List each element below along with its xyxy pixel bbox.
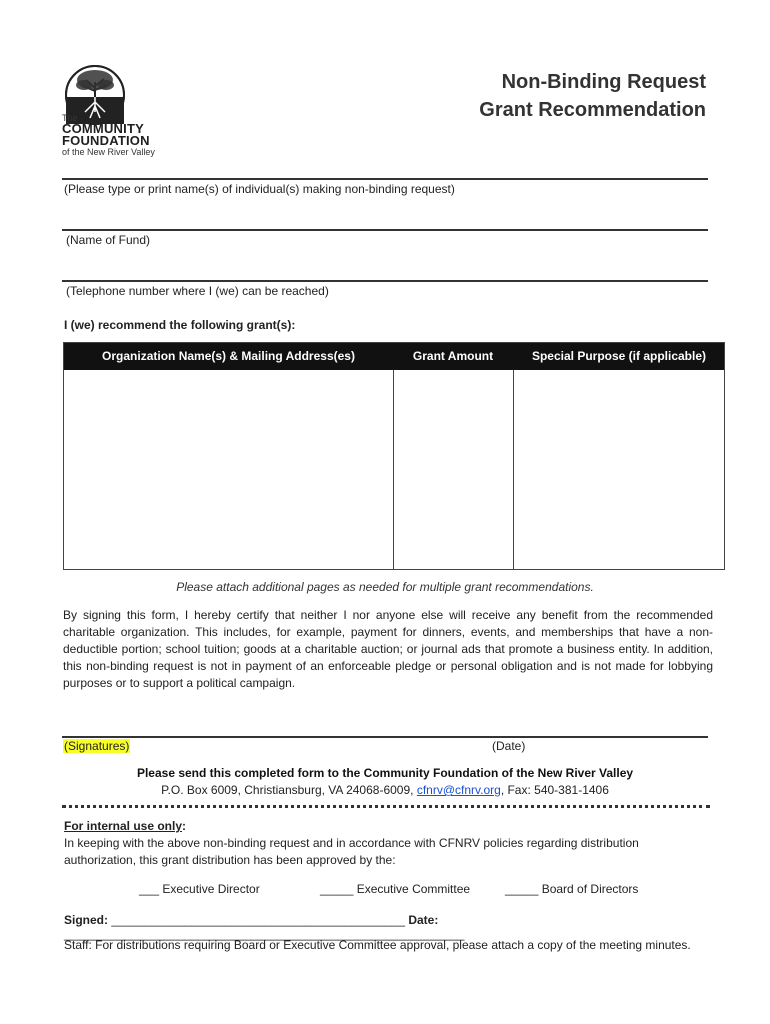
grant-table-header [64, 343, 724, 370]
logo-the: The [62, 113, 78, 123]
email-link[interactable]: cfnrv@cfnrv.org [416, 783, 501, 797]
logo-community: COMMUNITY [62, 121, 144, 136]
header-special-purpose: Special Purpose (if applicable) [531, 349, 707, 363]
internal-date-label: Date: [408, 913, 439, 927]
approver-executive-committee[interactable]: _____ Executive Committee [320, 882, 471, 896]
internal-use-title: For internal use only [64, 819, 183, 833]
logo-wordmark [62, 114, 155, 157]
staff-note: Staff: For distributions requiring Board or Executive Committee approval, please attach a copy of the meeting minutes. [64, 938, 691, 952]
organization-cell[interactable] [64, 370, 393, 569]
form-title-line2: Grant Recommendation [479, 99, 706, 121]
form-title-line1: Non-Binding Request [501, 71, 706, 93]
column-divider [393, 370, 394, 569]
logo-subtitle: of the New River Valley [62, 147, 155, 157]
recommend-heading: I (we) recommend the following grant(s): [64, 318, 296, 332]
mailing-address [0, 783, 770, 797]
signed-label: Signed: [64, 913, 108, 927]
signed-line[interactable]: ____________________________________________ [111, 913, 405, 927]
special-purpose-cell[interactable] [513, 370, 725, 569]
internal-use-text: In keeping with the above non-binding request and in accordance with CFNRV policies regarding distribution authorization, this grant distribution has been approved by the: [64, 836, 639, 867]
signed-date-row [64, 913, 770, 941]
community-foundation-logo [60, 64, 160, 164]
names-field-line[interactable] [62, 178, 708, 180]
internal-use-heading [64, 819, 186, 833]
names-field-label: (Please type or print name(s) of individual(s) making non-binding request) [64, 182, 455, 196]
header-organization: Organization Name(s) & Mailing Address(es) [102, 349, 355, 363]
attach-note: Please attach additional pages as needed for multiple grant recommendations. [176, 580, 594, 594]
header-grant-amount: Grant Amount [412, 349, 494, 363]
send-heading: Please send this completed form to the Community Foundation of the New River Valley [136, 766, 634, 780]
fax-text: , Fax: 540-381-1406 [500, 783, 609, 797]
phone-field-label: (Telephone number where I (we) can be reached) [66, 284, 329, 298]
signature-line[interactable] [62, 736, 708, 738]
certification-text: By signing this form, I hereby certify that neither I nor anyone else will receive any benefit from the recommended charitable organization. This includes, for example, payment for dinners, events, and memberships that have a non-deductible portion; school tuition; goods at a charitable auction; or journal ads that promote a business entity. In addition, this non-binding request is not in payment of an enforceable pledge or personal obligation and is not made for lobbying purposes or to support a political campaign. [63, 608, 713, 690]
column-divider [513, 370, 514, 569]
approver-board-of-directors[interactable]: _____ Board of Directors [505, 882, 639, 896]
grant-table [63, 342, 725, 570]
dotted-divider [62, 805, 710, 808]
date-label: (Date) [492, 739, 526, 753]
address-text: P.O. Box 6009, Christiansburg, VA 24068-6009, [161, 783, 417, 797]
logo-foundation: FOUNDATION [62, 133, 150, 148]
grant-amount-cell[interactable] [393, 370, 513, 569]
form-title [479, 68, 706, 124]
internal-use-colon: : [182, 819, 187, 833]
fund-field-label: (Name of Fund) [66, 233, 151, 247]
fund-field-line[interactable] [62, 229, 708, 231]
signatures-label: (Signatures) [64, 739, 130, 753]
approver-executive-director[interactable]: ___ Executive Director [139, 882, 260, 896]
internal-date-line[interactable]: ____________________________________________________________ [64, 927, 465, 941]
phone-field-line[interactable] [62, 280, 708, 282]
